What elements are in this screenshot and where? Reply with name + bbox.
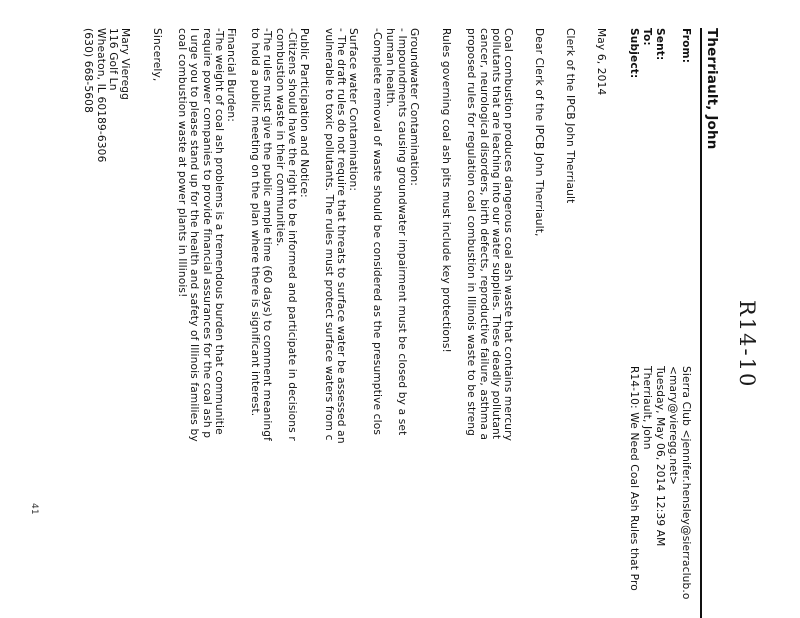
signoff: Sincerely, — [151, 28, 163, 82]
signer-city: Wheaton, IL 60189-6306 — [94, 28, 107, 163]
text-line: I urge you to please stand up for the health and safety of Illinois families by — [188, 28, 200, 442]
header-label: To: — [641, 28, 653, 46]
salutation: Dear Clerk of the IPCB John Therriault, — [533, 28, 545, 237]
header-value: Sierra Club <jennifer.hensley@sierraclub.o — [680, 366, 692, 600]
text-line: human health. — [383, 28, 396, 108]
text-line: vulnerable to toxic pollutants. The rules must protect surface waters from c — [322, 28, 335, 441]
text-line: - Impoundments causing groundwater impairment must be closed by a set — [395, 28, 408, 436]
signature-block — [82, 28, 131, 162]
text-line: to hold a public meeting on the plan where there is significant interest. — [249, 28, 262, 417]
financial-burden-section — [200, 28, 237, 438]
signer-phone: (630) 668-5608 — [82, 28, 95, 113]
header-value: R14-10: We Need Coal Ash Rules that Pro — [628, 366, 640, 591]
section-heading: Groundwater Contamination: — [408, 28, 420, 186]
header-row-email — [667, 28, 679, 486]
signer-street: 116 Golf Ln — [106, 28, 119, 91]
text-line: -The rules must give the public ample time (60 days) to comment meaningf — [261, 28, 274, 442]
signer-name: Mary Vieregg — [119, 28, 131, 100]
page-number: 41 — [29, 503, 39, 515]
letter-date: May 6, 2014 — [595, 28, 607, 96]
text-line: coal combustion waste at power plants in Illinois! — [175, 28, 188, 298]
groundwater-section — [371, 28, 420, 435]
surface-water-section — [322, 28, 359, 444]
section-heading: Surface water Contamination: — [347, 28, 359, 192]
text-line: - The draft rules do not require that threats to surface water be assessed an — [334, 28, 347, 444]
text-line: require power companies to provide financial assurances for the coal ash p — [200, 28, 213, 439]
header-divider — [700, 28, 702, 618]
key-protections-line: Rules governing coal ash pits must include key protections! — [440, 28, 452, 353]
section-heading: Financial Burden: — [225, 28, 237, 122]
docket-stamp: R14-10 — [735, 300, 759, 389]
addressee: Clerk of the IPCB John Therriault — [564, 28, 576, 204]
header-label: Subject: — [628, 28, 640, 79]
text-line: combustion waste in their communities. — [273, 28, 286, 247]
text-line: -Complete removal of waste should be considered as the presumptive clos — [371, 28, 384, 436]
header-row-to — [641, 28, 653, 450]
header-value: Tuesday, May 06, 2014 12:39 AM — [654, 366, 666, 547]
header-row-sent — [654, 28, 666, 547]
header-row-from — [680, 28, 692, 600]
intro-paragraph — [465, 28, 514, 441]
text-line: pollutants that are leaching into our water supplies. These deadly pollutant — [489, 28, 502, 440]
header-label: From: — [680, 28, 692, 64]
public-participation-section — [249, 28, 310, 441]
section-heading: Public Participation and Notice: — [298, 28, 310, 198]
text-line: Coal combustion produces dangerous coal ash waste that contains mercury — [502, 28, 514, 442]
text-line: -Citizens should have the right to be informed and participate in decisions r — [285, 28, 298, 441]
header-label: Sent: — [654, 28, 666, 61]
header-row-subject — [628, 28, 640, 591]
closing-paragraph — [176, 28, 200, 442]
text-line: -The weight of coal ash problems is a tremendous burden that communitie — [212, 28, 225, 435]
header-value: <mary@vieregg.net> — [667, 366, 679, 486]
sender-name: Therriault, John — [704, 28, 720, 150]
header-value: Therriault, John — [641, 366, 653, 450]
text-line: cancer, neurological disorders, birth defects, reproductive failure, asthma a — [477, 28, 490, 441]
text-line: proposed rules for regulation coal combustion in Illinois waste to be streng — [465, 28, 478, 437]
